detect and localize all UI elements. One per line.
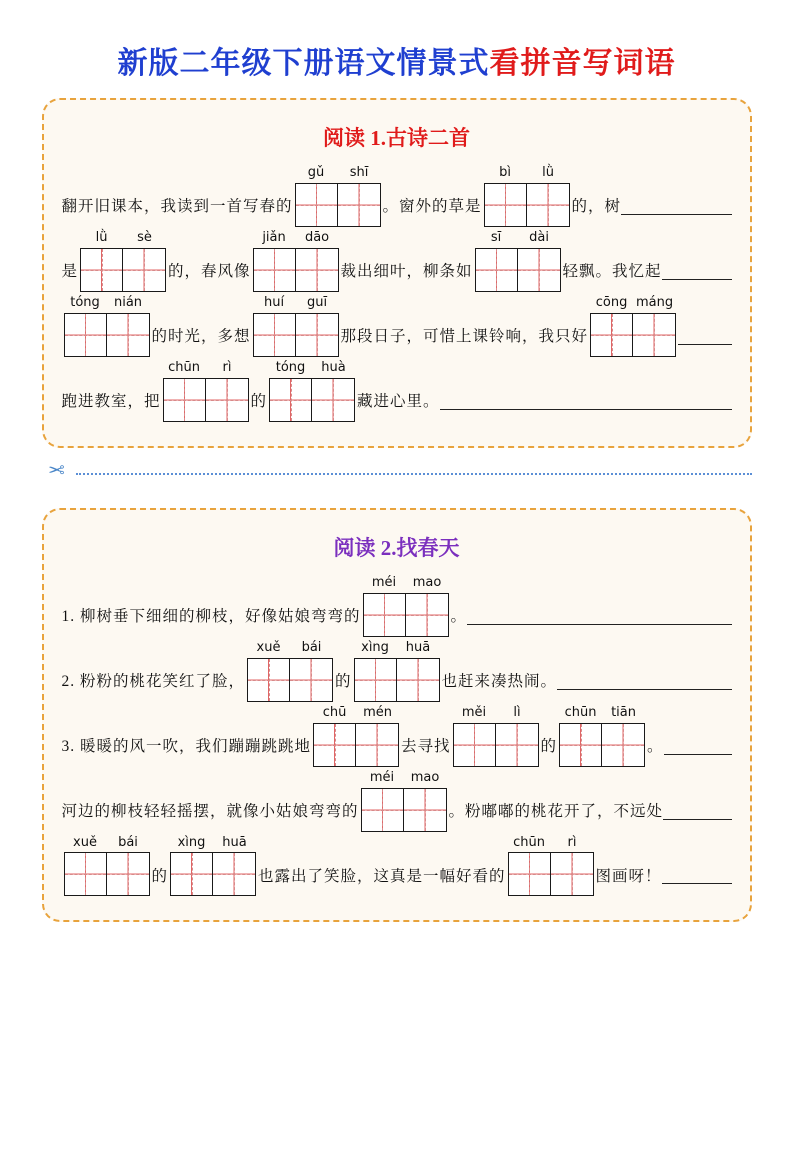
character-cell[interactable] [404,789,446,831]
sentence-text: 那段日子，可惜上课铃响，我只好 [340,328,589,346]
character-grid[interactable] [475,248,561,292]
pinyin-answer-group[interactable] [253,296,339,357]
character-grid[interactable] [64,313,150,357]
worksheet-line [62,836,732,897]
section-2-heading: 阅读 2.找春天 [333,535,460,560]
character-grid[interactable] [295,183,381,227]
character-cell[interactable] [296,184,338,226]
character-cell[interactable] [290,659,332,701]
character-cell[interactable] [206,379,248,421]
pinyin-syllable: sè [137,229,152,245]
pinyin-syllable: tiān [611,704,636,720]
blank-rule [467,624,731,625]
character-cell[interactable] [355,659,397,701]
sentence-text: 。粉嘟嘟的桃花开了，不远处 [448,803,664,820]
pinyin-answer-group[interactable] [269,361,355,422]
blank-rule [664,754,732,755]
section-2-body [62,576,732,897]
character-cell[interactable] [171,853,213,895]
character-cell[interactable] [107,853,149,895]
character-cell[interactable] [602,724,644,766]
character-grid[interactable] [559,723,645,767]
pinyin-syllable: méi [369,769,395,785]
character-grid[interactable] [247,658,333,702]
sentence-text: 河边的柳枝轻轻摇摆，就像小姑娘弯弯的 [61,803,359,820]
character-grid[interactable] [253,313,339,357]
character-cell[interactable] [406,594,448,636]
worksheet-line [62,641,732,702]
pinyin-syllable: rì [222,359,232,375]
character-cell[interactable] [338,184,380,226]
character-grid[interactable] [163,378,249,422]
pinyin-label [163,361,249,376]
pinyin-syllable: měi [461,704,487,720]
character-cell[interactable] [633,314,675,356]
pinyin-label [559,706,645,721]
pinyin-label [484,166,570,181]
pinyin-answer-group[interactable] [361,771,447,832]
pinyin-syllable: dāo [304,229,330,245]
blank-rule [662,279,732,280]
character-grid[interactable] [508,852,594,896]
pinyin-syllable: chūn [168,359,200,375]
character-grid[interactable] [269,378,355,422]
character-cell[interactable] [560,724,602,766]
pinyin-label [295,166,381,181]
pinyin-syllable: bì [499,165,511,180]
pinyin-answer-group[interactable] [475,231,561,292]
sentence-text: 也赶来凑热闹。 [441,673,558,691]
worksheet-line [62,166,732,227]
pinyin-syllable: shī [349,165,369,180]
pinyin-answer-group[interactable] [163,361,249,422]
pinyin-answer-group[interactable] [313,706,399,767]
pinyin-label [170,836,256,851]
character-grid[interactable] [80,248,166,292]
character-cell[interactable] [65,314,107,356]
pinyin-syllable: xìng [361,639,389,655]
worksheet-line [62,231,732,292]
worksheet-line [62,296,732,357]
pinyin-answer-group[interactable] [354,641,440,702]
sentence-text: 。 [450,608,468,626]
character-cell[interactable] [591,314,633,356]
sentence-text: 去寻找 [401,738,451,756]
scissors-icon: ✂ [47,459,65,482]
character-cell[interactable] [485,184,527,226]
worksheet-line [62,576,732,637]
pinyin-syllable: chū [322,704,347,720]
worksheet-line [62,361,732,422]
character-grid[interactable] [590,313,676,357]
pinyin-syllable: huā [405,639,431,655]
worksheet-section-1 [42,98,752,448]
character-cell[interactable] [296,249,338,291]
pinyin-syllable: lì [513,704,521,720]
character-cell[interactable] [254,249,296,291]
character-grid[interactable] [313,723,399,767]
sentence-text: 是 [61,263,79,281]
sentence-text: 。窗外的草是 [382,198,482,216]
pinyin-answer-group[interactable] [508,836,594,897]
pinyin-syllable: lǜ [542,165,554,180]
pinyin-syllable: xuě [73,834,97,850]
pinyin-label [247,641,333,656]
character-grid[interactable] [363,593,449,637]
sentence-text: 的 [335,673,352,691]
pinyin-syllable: xìng [177,834,206,850]
pinyin-label [269,361,355,376]
pinyin-label [508,836,594,851]
blank-rule [678,344,731,345]
pinyin-syllable: cōng [595,294,628,310]
sentence-text: 的 [250,393,268,411]
pinyin-syllable: mén [363,704,392,720]
pinyin-syllable: tóng [70,294,100,310]
pinyin-answer-group[interactable] [295,166,381,227]
pinyin-answer-group[interactable] [590,296,676,357]
pinyin-label [590,296,676,311]
character-cell[interactable] [164,379,206,421]
pinyin-answer-group[interactable] [253,231,339,292]
character-cell[interactable] [509,853,551,895]
character-cell[interactable] [356,724,398,766]
page-title-part2: 看拼音写词语 [489,47,676,80]
character-cell[interactable] [213,853,255,895]
pinyin-syllable: méi [371,574,397,590]
character-grid[interactable] [361,788,447,832]
character-cell[interactable] [254,314,296,356]
pinyin-syllable: gǔ [307,165,325,180]
character-cell[interactable] [65,853,107,895]
pinyin-syllable: rì [567,834,577,850]
pinyin-syllable: nián [113,294,143,310]
pinyin-syllable: máng [635,294,674,310]
character-cell[interactable] [81,249,123,291]
pinyin-answer-group[interactable] [64,296,150,357]
worksheet-line [62,771,732,832]
character-cell[interactable] [270,379,312,421]
sentence-text: 藏进心里。 [357,393,440,411]
character-cell[interactable] [314,724,356,766]
pinyin-label [64,296,150,311]
pinyin-label [64,836,150,851]
sentence-text: 3. 暖暖的风一吹，我们蹦蹦跳跳地 [61,738,312,756]
pinyin-syllable: huí [263,294,285,310]
cut-divider [42,459,752,484]
sentence-text: 。 [647,738,664,756]
character-cell[interactable] [107,314,149,356]
sentence-text: 的，春风像 [168,263,251,281]
character-cell[interactable] [312,379,354,421]
section-1-heading: 阅读 1.古诗二首 [323,126,470,150]
blank-rule [621,214,731,215]
sentence-text: 也露出了笑脸，这真是一幅好看的 [258,867,506,885]
sentence-text: 图画呀！ [595,867,662,885]
character-cell[interactable] [362,789,404,831]
sentence-text: 的，树 [571,198,622,216]
pinyin-answer-group[interactable] [80,231,166,292]
pinyin-syllable: guī [306,294,328,310]
pinyin-syllable: mao [410,769,440,785]
character-cell[interactable] [123,249,165,291]
pinyin-syllable: bái [301,639,322,655]
pinyin-label [363,576,449,591]
sentence-text: 翻开旧课本，我读到一首写春的 [61,198,293,216]
pinyin-answer-group[interactable] [170,836,256,897]
pinyin-label [354,641,440,656]
character-cell[interactable] [476,249,518,291]
worksheet-section-2 [42,508,752,923]
character-cell[interactable] [527,184,569,226]
character-cell[interactable] [296,314,338,356]
blank-rule [440,409,732,410]
pinyin-syllable: huā [222,834,247,850]
pinyin-syllable: dài [529,229,549,245]
pinyin-answer-group[interactable] [363,576,449,637]
character-cell[interactable] [397,659,439,701]
pinyin-syllable: chūn [513,834,545,850]
pinyin-label [253,296,339,311]
character-cell[interactable] [518,249,560,291]
pinyin-label [453,706,539,721]
pinyin-syllable: lǜ [95,229,108,245]
character-grid[interactable] [64,852,150,896]
pinyin-answer-group[interactable] [453,706,539,767]
character-cell[interactable] [454,724,496,766]
page-title [0,38,793,82]
sentence-text: 跑进教室，把 [61,393,161,411]
sentence-text: 裁出细叶，柳条如 [340,263,473,281]
sentence-text: 的 [540,738,558,756]
pinyin-label [80,231,166,246]
pinyin-answer-group[interactable] [64,836,150,897]
sentence-text: 2. 粉粉的桃花笑红了脸， [61,673,246,691]
character-cell[interactable] [496,724,538,766]
character-cell[interactable] [551,853,593,895]
pinyin-syllable: tóng [275,359,306,375]
pinyin-answer-group[interactable] [484,166,570,227]
page-title-part1: 新版二年级下册语文情景式 [117,47,490,80]
pinyin-label [361,771,447,786]
pinyin-syllable: bái [118,834,138,850]
pinyin-syllable: xuě [256,639,281,655]
sentence-text: 的时光，多想 [151,328,251,346]
blank-rule [663,819,731,820]
character-cell[interactable] [248,659,290,701]
character-grid[interactable] [354,658,440,702]
character-grid[interactable] [170,852,256,896]
pinyin-answer-group[interactable] [559,706,645,767]
sentence-text: 轻飘。我忆起 [562,263,662,281]
pinyin-label [253,231,339,246]
pinyin-answer-group[interactable] [247,641,333,702]
blank-rule [662,883,732,884]
character-grid[interactable] [253,248,339,292]
sentence-text: 1. 柳树垂下细细的柳枝，好像姑娘弯弯的 [61,608,361,626]
divider-line [76,473,752,475]
character-grid[interactable] [453,723,539,767]
worksheet-line [62,706,732,767]
pinyin-syllable: huà [321,359,346,375]
blank-rule [557,689,731,690]
pinyin-label [475,231,561,246]
character-grid[interactable] [484,183,570,227]
character-cell[interactable] [364,594,406,636]
pinyin-syllable: chūn [564,704,597,720]
pinyin-label [313,706,399,721]
pinyin-syllable: sī [490,229,502,245]
pinyin-syllable: mao [412,574,442,590]
sentence-text: 的 [151,867,169,885]
pinyin-syllable: jiǎn [262,229,286,245]
section-1-body [62,166,732,422]
